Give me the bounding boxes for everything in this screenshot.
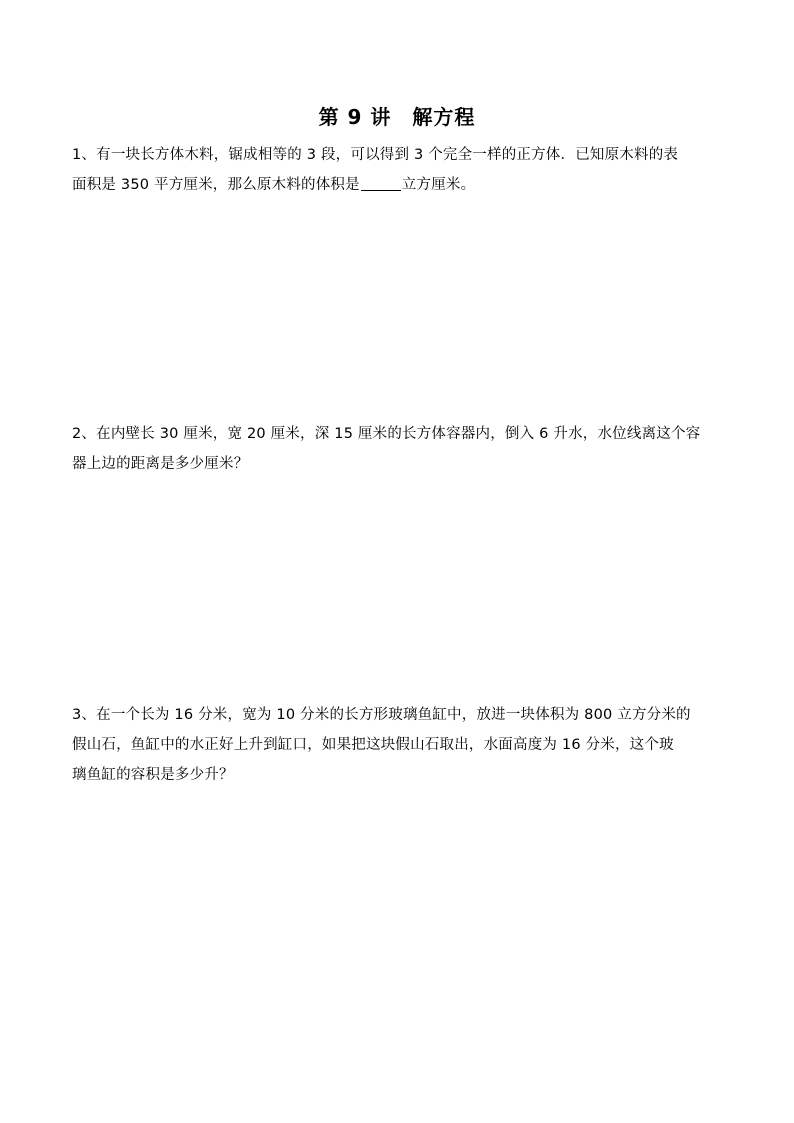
question-2	[72, 419, 728, 479]
question-1-line-2-text: 面积是 350 平方厘米，那么原木料的体积是	[72, 177, 360, 193]
answer-blank	[361, 176, 401, 192]
question-2-line-1: 2、在内壁长 30 厘米，宽 20 厘米，深 15 厘米的长方体容器内，倒入 6 升水，水位线离这个容	[72, 426, 701, 442]
question-3-line-3: 璃鱼缸的容积是多少升？	[72, 767, 234, 783]
question-1-line-1: 1、有一块长方体木料，锯成相等的 3 段，可以得到 3 个完全一样的正方体．已知原木料的表	[72, 147, 679, 163]
question-1-line-2	[72, 170, 728, 200]
question-3	[72, 700, 728, 790]
question-1-line-2-tail: 立方厘米。	[401, 177, 476, 193]
question-1	[72, 140, 728, 200]
page-title: 第 9 讲 解方程	[318, 105, 476, 129]
question-2-line-2: 器上边的距离是多少厘米？	[72, 456, 249, 472]
question-3-line-2: 假山石，鱼缸中的水正好上升到缸口，如果把这块假山石取出，水面高度为 16 分米，这个玻	[72, 737, 674, 753]
question-3-line-1: 3、在一个长为 16 分米，宽为 10 分米的长方形玻璃鱼缸中，放进一块体积为 800 立方分米的	[72, 707, 691, 723]
